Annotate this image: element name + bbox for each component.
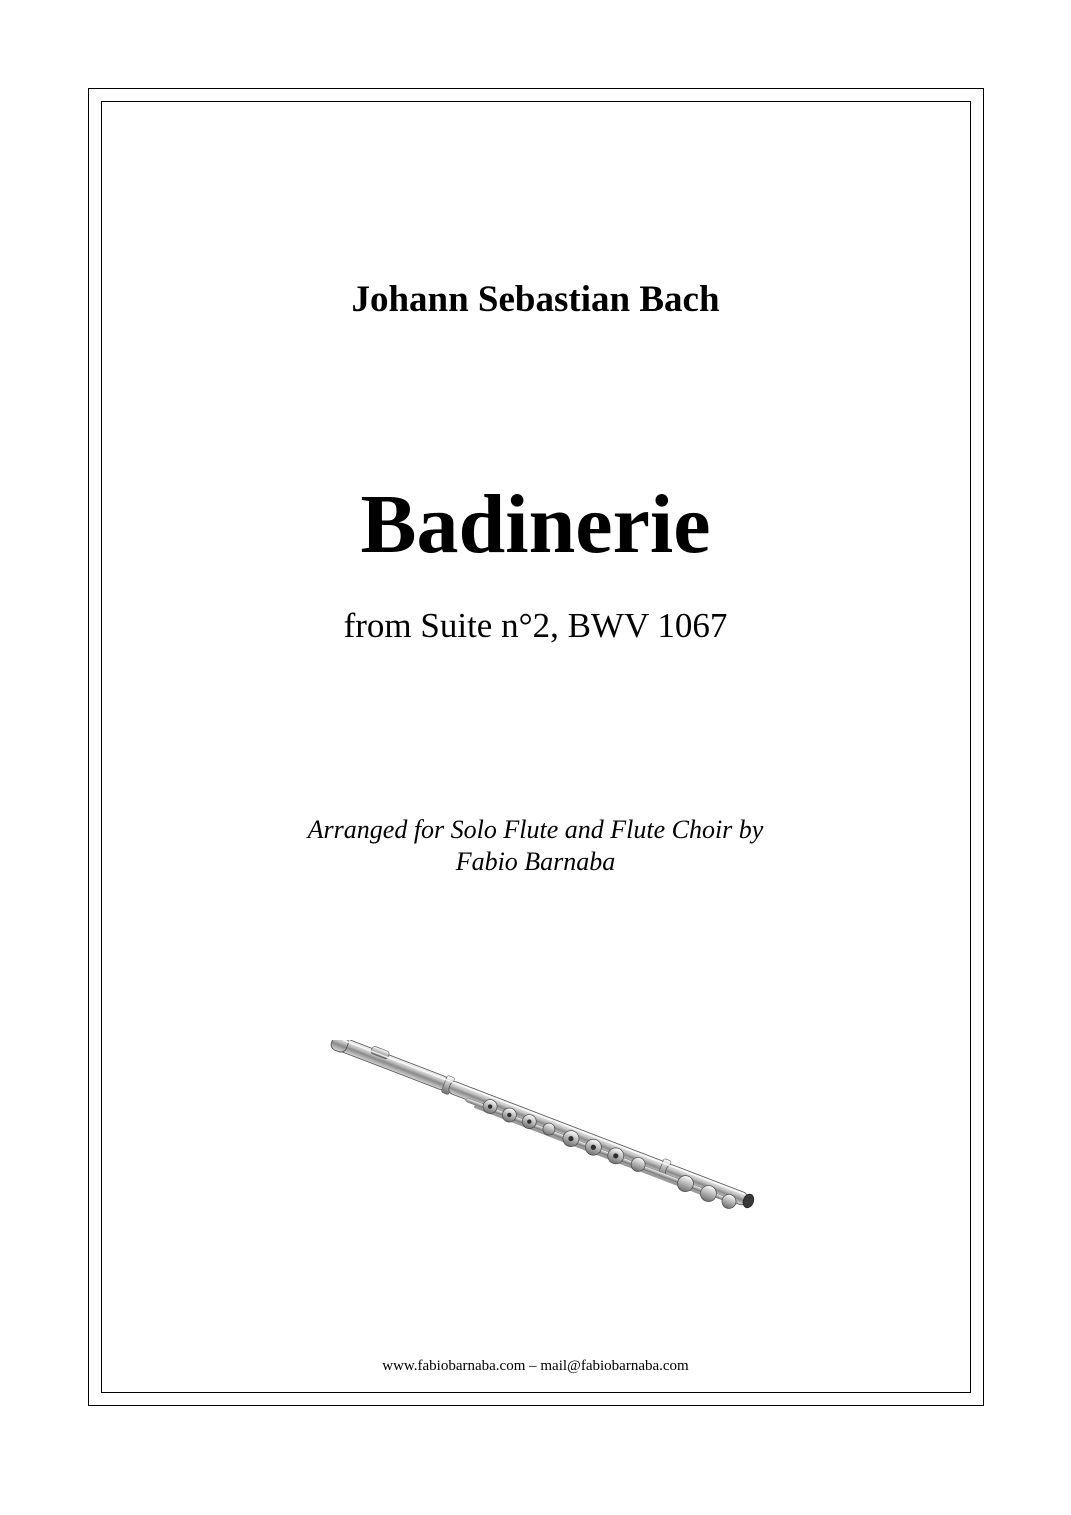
arranger-name: Fabio Barnaba — [455, 847, 616, 876]
piece-title: Badinerie — [360, 478, 711, 571]
flute-icon — [310, 1040, 770, 1220]
arrangement-line-1: Arranged for Solo Flute and Flute Choir by — [307, 815, 764, 844]
piece-subtitle: from Suite n°2, BWV 1067 — [343, 606, 728, 645]
composer-name: Johann Sebastian Bach — [351, 279, 720, 320]
contact-footer: www.fabiobarnaba.com – mail@fabiobarnaba.com — [382, 1358, 689, 1374]
arrangement-credit — [0, 814, 1071, 878]
